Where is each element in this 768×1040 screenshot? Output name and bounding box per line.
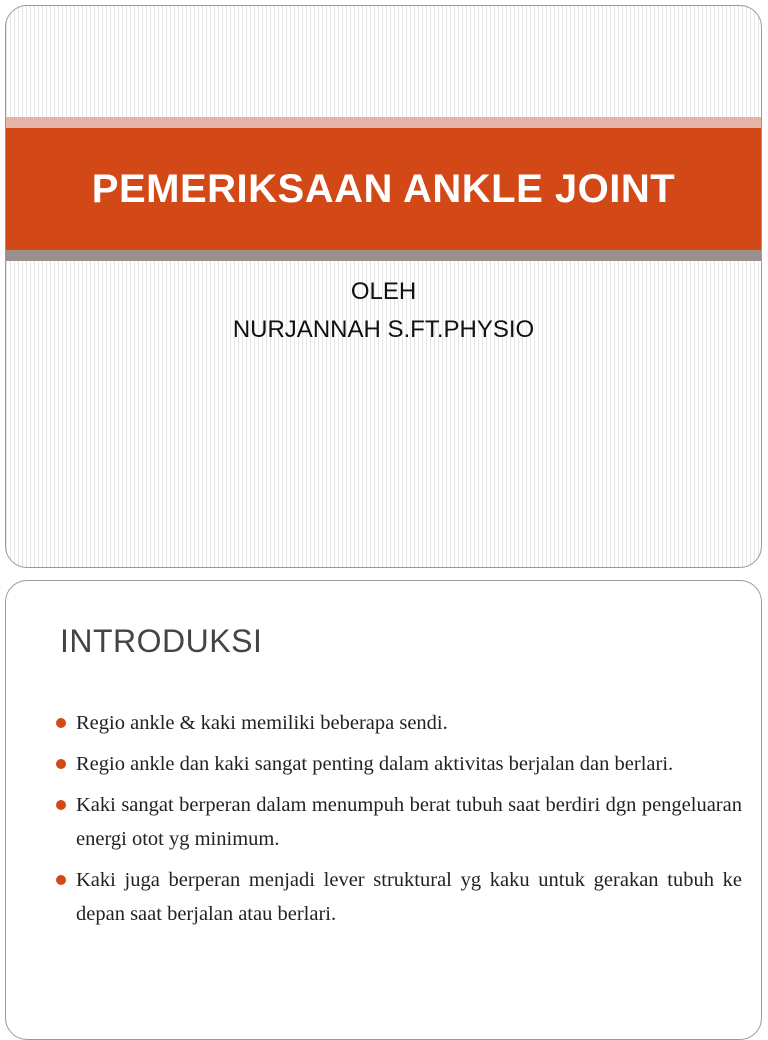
- title-slide: [5, 5, 762, 568]
- section-heading: INTRODUKSI: [60, 623, 263, 659]
- content-slide: [5, 580, 762, 1040]
- bullet-text: Kaki sangat berperan dalam menumpuh berat tubuh saat berdiri dgn pengeluaran energi otot yg minimum.: [76, 794, 742, 850]
- bullet-text: Kaki juga berperan menjadi lever struktural yg kaku untuk gerakan tubuh ke depan saat berjalan atau berlari.: [76, 869, 742, 925]
- list-item: [56, 788, 742, 856]
- bullet-dot-icon: [56, 875, 66, 885]
- list-item: [56, 747, 742, 781]
- title-bottom-stripe: [6, 250, 761, 261]
- bullet-dot-icon: [56, 759, 66, 769]
- bullet-list: [56, 706, 742, 938]
- slide-title: PEMERIKSAAN ANKLE JOINT: [91, 166, 676, 211]
- bullet-dot-icon: [56, 800, 66, 810]
- title-top-stripe: [6, 117, 761, 128]
- bullet-text: Regio ankle & kaki memiliki beberapa sendi.: [76, 712, 448, 734]
- title-band: [6, 128, 761, 250]
- list-item: [56, 863, 742, 931]
- bullet-dot-icon: [56, 718, 66, 728]
- subtitle-author-label: OLEH: [350, 278, 417, 305]
- bullet-text: Regio ankle dan kaki sangat penting dalam aktivitas berjalan dan berlari.: [76, 753, 674, 775]
- list-item: [56, 706, 742, 740]
- subtitle-author-name: NURJANNAH S.FT.PHYSIO: [232, 316, 535, 343]
